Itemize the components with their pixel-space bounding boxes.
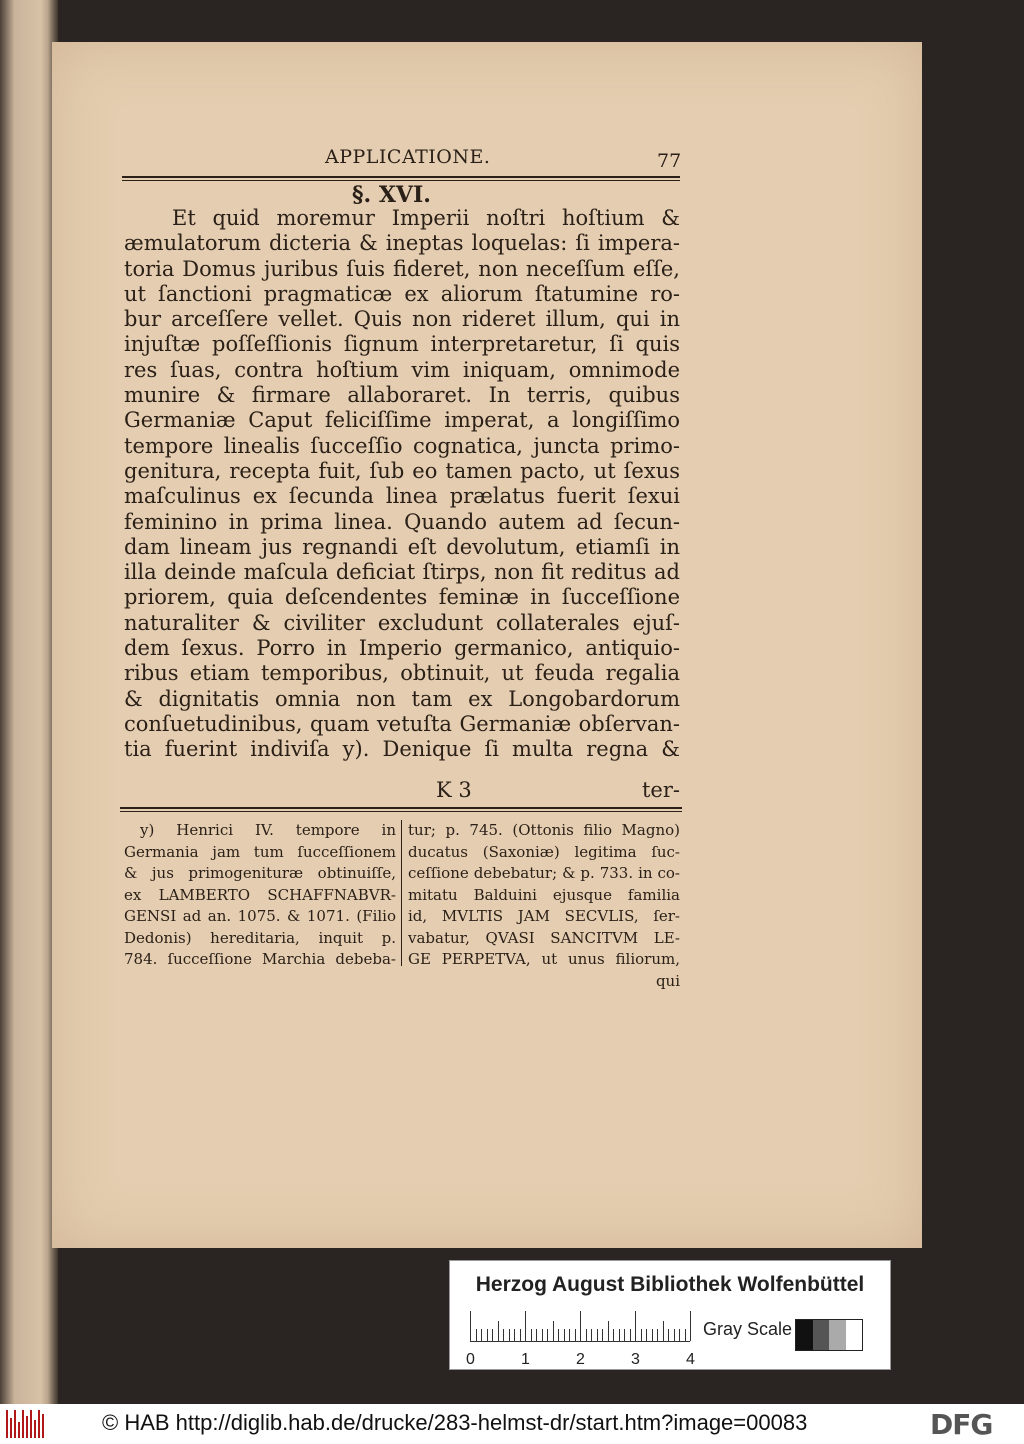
ruler-tick xyxy=(597,1329,598,1341)
footnote-line: ducatus (Saxoniæ) legitima ſuc- xyxy=(408,842,680,861)
ruler-tick xyxy=(586,1329,587,1341)
ruler-tick xyxy=(663,1321,664,1341)
ruler-tick xyxy=(498,1321,499,1341)
ruler-tick xyxy=(624,1329,625,1341)
ruler-tick xyxy=(525,1311,526,1341)
ruler-tick xyxy=(580,1311,581,1341)
ruler-tick xyxy=(668,1329,669,1341)
column-divider xyxy=(401,820,402,966)
body-line: feminino in prima linea. Quando autem ad ſecun- xyxy=(124,509,680,534)
body-line: dem ſexus. Porro in Imperio germanico, antiquio- xyxy=(124,636,680,661)
footnote-line: tur; p. 745. (Ottonis filio Magno) xyxy=(408,821,680,839)
ruler-tick xyxy=(674,1329,675,1341)
body-line: genitura, recepta fuit, ſub eo tamen pacto, ut ſexus xyxy=(124,458,680,483)
ruler-tick xyxy=(553,1321,554,1341)
left-page-edge xyxy=(0,0,58,1410)
dfg-logo: DFG xyxy=(930,1408,993,1441)
ruler-number: 4 xyxy=(686,1351,695,1368)
ruler-tick xyxy=(487,1329,488,1341)
ruler-tick xyxy=(536,1329,537,1341)
ruler-tick xyxy=(619,1329,620,1341)
ruler-tick xyxy=(503,1329,504,1341)
ruler-tick xyxy=(564,1329,565,1341)
ruler-tick xyxy=(531,1329,532,1341)
footnote-line: GENSI ad an. 1075. & 1071. (Filio xyxy=(124,907,396,925)
ruler-tick xyxy=(569,1329,570,1341)
ruler-tick xyxy=(542,1329,543,1341)
ruler-number: 1 xyxy=(521,1351,530,1368)
viewer-footer xyxy=(0,1404,1024,1444)
ruler-tick xyxy=(481,1329,482,1341)
catch-line xyxy=(124,778,680,802)
ruler-tick xyxy=(476,1329,477,1341)
gray-scale-label: Gray Scale xyxy=(703,1319,793,1339)
body-text xyxy=(124,206,680,763)
running-head: APPLICATIONE. xyxy=(325,146,491,168)
ruler-tick xyxy=(613,1329,614,1341)
ruler-tick xyxy=(602,1329,603,1341)
footnote-line: ceſſione debebatur; & p. 733. in co- xyxy=(408,864,680,882)
body-line: maſculinus ex ſecunda linea prælatus fuerit ſexui xyxy=(124,484,680,509)
gray-swatch-step xyxy=(846,1320,863,1350)
gray-scale-swatch xyxy=(795,1319,863,1351)
library-name: Herzog August Bibliothek Wolfenbüttel xyxy=(475,1273,865,1296)
body-line: tia fuerint indiviſa y). Denique ſi multa regna & xyxy=(124,737,680,762)
library-color-card xyxy=(449,1260,891,1370)
body-line: Germaniæ Caput feliciſſime imperat, a longiſſimo xyxy=(124,408,680,433)
ruler-tick xyxy=(547,1329,548,1341)
footnote-line: GE PERPETVA, ut unus filiorum, xyxy=(408,950,680,968)
page-number: 77 xyxy=(657,150,682,172)
footnote-line: id, MVLTIS JAM SECVLIS, ſer- xyxy=(408,907,680,925)
footnote-column-right xyxy=(408,820,680,992)
ruler-tick xyxy=(679,1329,680,1341)
body-line: priorem, quia deſcendentes feminæ in ſucceſſione xyxy=(124,585,680,610)
header-rule xyxy=(122,176,680,181)
footnote-column-left xyxy=(124,820,396,971)
body-line: bur arceſſere vellet. Quis non rideret illum, qui in xyxy=(124,307,680,332)
body-line: Et quid moremur Imperii noſtri hoſtium & xyxy=(172,206,680,230)
body-line: ut ſanctioni pragmaticæ ex aliorum ſtatumine ro- xyxy=(124,281,680,306)
ruler-number: 2 xyxy=(576,1351,585,1368)
footnote-line: vabatur, QVASI SANCITVM LE- xyxy=(408,928,680,947)
ruler-tick xyxy=(630,1329,631,1341)
footnote-line: qui xyxy=(655,971,680,990)
ruler-number: 3 xyxy=(631,1351,640,1368)
footnote-line: Dedonis) hereditaria, inquit p. xyxy=(124,928,396,947)
body-line: & dignitatis omnia non tam ex Longobardorum xyxy=(124,686,680,711)
catchword: ter- xyxy=(641,778,680,802)
body-line: conſuetudinibus, quam vetuſta Germaniæ obſervan- xyxy=(124,711,680,736)
footnote-rule xyxy=(120,807,682,812)
hab-barcode-icon xyxy=(6,1410,48,1438)
ruler-tick xyxy=(575,1329,576,1341)
ruler-tick xyxy=(646,1329,647,1341)
body-line: injuſtæ poſſeſſionis ſignum interpretaretur, ſi quis xyxy=(124,332,680,357)
ruler-tick xyxy=(641,1329,642,1341)
ruler-tick xyxy=(685,1329,686,1341)
ruler-tick xyxy=(558,1329,559,1341)
ruler-tick xyxy=(492,1329,493,1341)
gray-swatch-step xyxy=(829,1320,846,1350)
footnote-line: y) Henrici IV. tempore in xyxy=(140,821,396,839)
footnote-line: mitatu Balduini ejusque familia xyxy=(408,885,680,904)
footnote-line: ex LAMBERTO SCHAFFNABVR- xyxy=(124,885,396,904)
ruler-tick xyxy=(591,1329,592,1341)
ruler-tick xyxy=(514,1329,515,1341)
body-line: naturaliter & civiliter excludunt collaterales ejuſ- xyxy=(124,610,680,635)
ruler-tick xyxy=(652,1329,653,1341)
ruler-tick xyxy=(635,1311,636,1341)
body-line: tempore linealis ſucceſſio cognatica, juncta primo- xyxy=(124,433,680,458)
copyright-link[interactable]: © HAB http://diglib.hab.de/drucke/283-helmst-dr/start.htm?image=00083 xyxy=(102,1410,808,1435)
scale-ruler xyxy=(466,1311,695,1368)
body-line: toria Domus juribus ſuis fideret, non neceſſum eſſe, xyxy=(124,256,680,281)
body-line: æmulatorum dicteria & ineptas loquelas: ſi impera- xyxy=(124,231,680,256)
body-line: ribus etiam temporibus, obtinuit, ut feuda regalia xyxy=(124,661,680,686)
footnote-line: Germania jam tum ſucceſſionem xyxy=(124,842,396,861)
body-line: dam lineam jus regnandi eſt devolutum, etiamſi in xyxy=(124,534,680,559)
ruler-number: 0 xyxy=(466,1351,475,1368)
ruler-tick xyxy=(470,1311,471,1341)
ruler-tick xyxy=(608,1321,609,1341)
footnote-line: 784. ſucceſſione Marchia debeba- xyxy=(124,950,396,968)
ruler-tick xyxy=(690,1311,691,1341)
ruler-tick xyxy=(509,1329,510,1341)
body-line: illa deinde maſcula deficiat ſtirps, non fit reditus ad xyxy=(124,560,680,585)
gray-swatch-step xyxy=(813,1320,830,1350)
section-title: §. XVI. xyxy=(352,182,431,208)
footnote-line: & jus primogenituræ obtinuiſſe, xyxy=(124,864,396,882)
ruler-tick xyxy=(520,1329,521,1341)
signature-mark: K 3 xyxy=(436,778,472,802)
body-line: res ſuas, contra hoſtium vim iniquam, omnimode xyxy=(124,357,680,382)
body-line: munire & firmare allaboraret. In terris, quibus xyxy=(124,383,680,408)
gray-swatch-step xyxy=(796,1320,813,1350)
ruler-tick xyxy=(657,1329,658,1341)
